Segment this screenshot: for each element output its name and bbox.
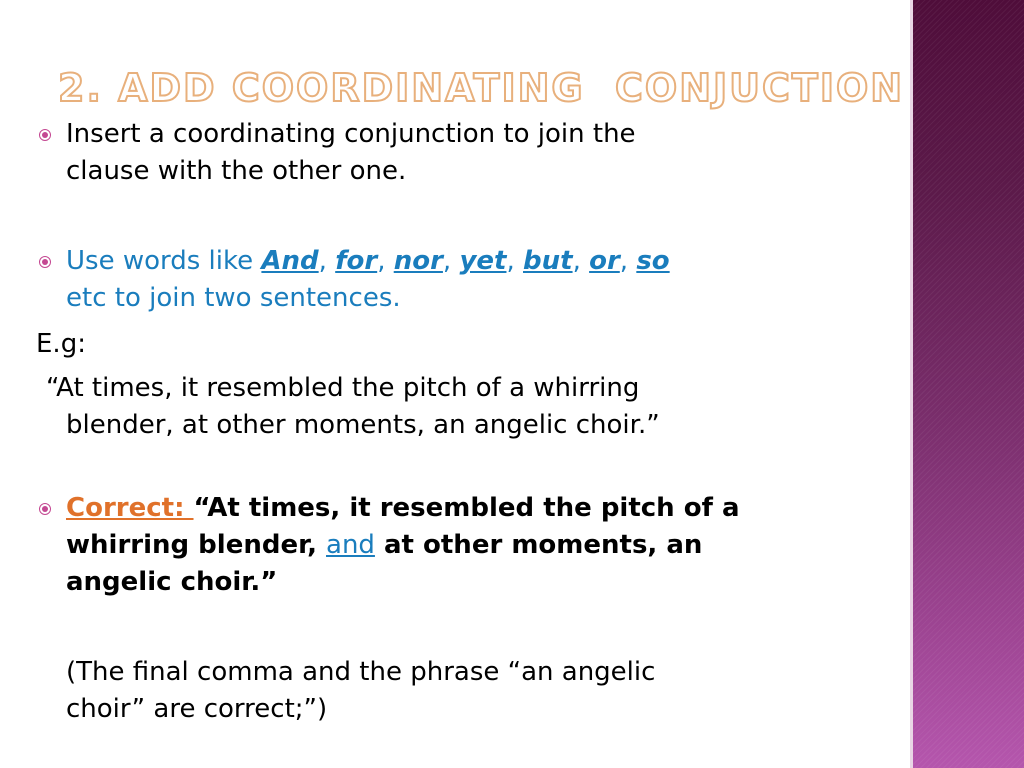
correct-sentence-part2b: at other moments, an [374, 530, 703, 560]
separator: , [377, 246, 394, 276]
bullet2-line1 [66, 243, 670, 280]
word-but: but [523, 246, 573, 276]
decorative-side-panel [913, 0, 1024, 768]
word-yet: yet [459, 246, 507, 276]
correct-sentence-part1: “At times, it resembled the pitch of a [193, 493, 740, 523]
bullet-icon [36, 243, 66, 280]
correct-sentence-part2a: whirring blender, [66, 530, 327, 560]
bullet2-line2: etc to join two sentences. [66, 283, 401, 313]
bullet3-line2 [66, 527, 740, 564]
note-line1: (The final comma and the phrase “an angelic [66, 657, 656, 687]
eg-label: E.g: [36, 329, 86, 359]
bullet3-line1 [66, 490, 740, 527]
and-word: and [326, 530, 375, 560]
slide-title: 2. ADD COORDINATING CONJUCTION [58, 66, 905, 110]
bullet-icon [36, 490, 66, 527]
bullet3-line3: angelic choir.” [66, 567, 278, 597]
bullet1-line2: clause with the other one. [66, 156, 407, 186]
note-line2: choir” are correct;”) [66, 694, 328, 724]
example-line1: “At times, it resembled the pitch of a whirring [46, 373, 640, 403]
word-and: And [261, 246, 319, 276]
separator: , [442, 246, 460, 276]
example-sentence [46, 370, 660, 444]
note-text [66, 654, 655, 728]
bullet-item-1 [36, 116, 636, 190]
separator: , [619, 246, 637, 276]
bullet-item-2 [36, 243, 670, 317]
separator: , [572, 246, 590, 276]
separator: , [506, 246, 523, 276]
bullet-icon [36, 116, 66, 153]
bullet-item-3 [36, 490, 740, 601]
example-line2: blender, at other moments, an angelic choir.” [66, 410, 660, 440]
bullet2-prefix: Use words like [66, 246, 262, 276]
bullet1-line1: Insert a coordinating conjunction to join the [66, 119, 636, 149]
word-nor: nor [393, 246, 443, 276]
correct-label: Correct: [66, 493, 194, 523]
separator: , [318, 246, 336, 276]
word-for: for [335, 246, 378, 276]
word-so: so [636, 246, 670, 276]
word-or: or [589, 246, 620, 276]
